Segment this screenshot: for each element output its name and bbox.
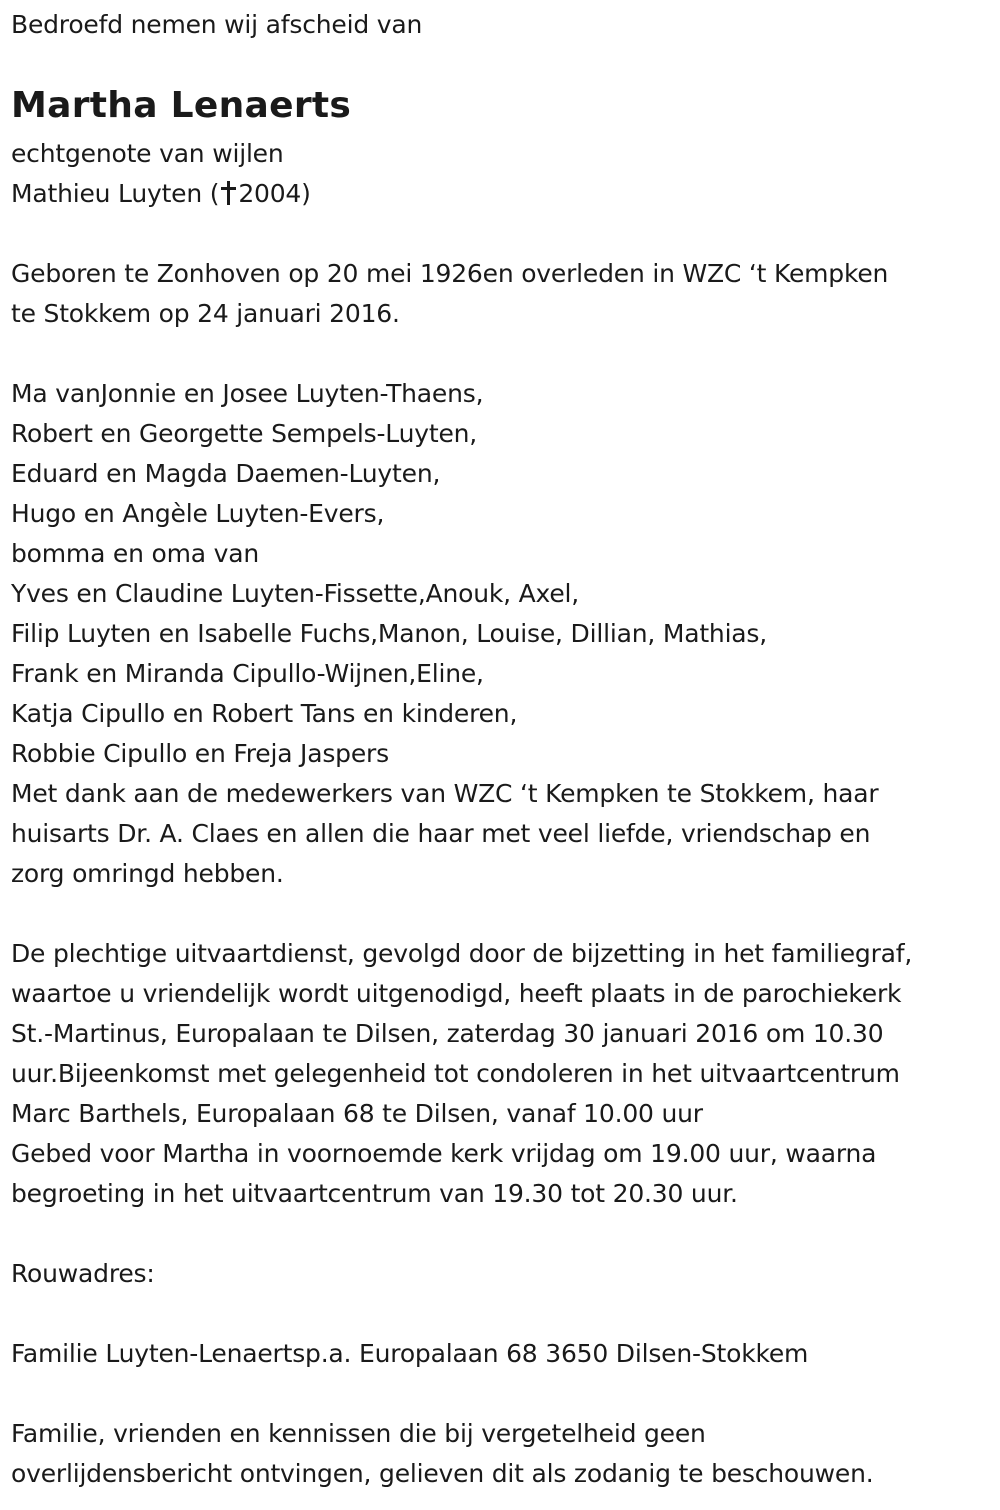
intro-text: Bedroefd nemen wij afscheid van bbox=[11, 10, 423, 39]
service-line: waartoe u vriendelijk wordt uitgenodigd, heeft plaats in de parochiekerk bbox=[11, 979, 902, 1008]
cross-icon bbox=[221, 181, 235, 205]
service-line: begroeting in het uitvaartcentrum van 19.30 tot 20.30 uur. bbox=[11, 1179, 738, 1208]
spouse-relation: echtgenote van wijlen bbox=[11, 139, 284, 168]
thanks-line: zorg omringd hebben. bbox=[11, 859, 284, 888]
family-line: Yves en Claudine Luyten-Fissette,Anouk, Axel, bbox=[11, 579, 580, 608]
notice-line: Familie, vrienden en kennissen die bij vergetelheid geen bbox=[11, 1419, 706, 1448]
address-label: Rouwadres: bbox=[11, 1259, 155, 1288]
thanks-line: huisarts Dr. A. Claes en allen die haar met veel liefde, vriendschap en bbox=[11, 819, 871, 848]
service-line: De plechtige uitvaartdienst, gevolgd door de bijzetting in het familiegraf, bbox=[11, 939, 913, 968]
service-line: Marc Barthels, Europalaan 68 te Dilsen, vanaf 10.00 uur bbox=[11, 1099, 703, 1128]
family-line: bomma en oma van bbox=[11, 539, 259, 568]
family-line: Frank en Miranda Cipullo-Wijnen,Eline, bbox=[11, 659, 484, 688]
birth-death-line: te Stokkem op 24 januari 2016. bbox=[11, 299, 400, 328]
family-line: Ma vanJonnie en Josee Luyten-Thaens, bbox=[11, 379, 484, 408]
deceased-name: Martha Lenaerts bbox=[11, 85, 352, 126]
family-line: Robbie Cipullo en Freja Jaspers bbox=[11, 739, 389, 768]
notice-line: overlijdensbericht ontvingen, gelieven dit als zodanig te beschouwen. bbox=[11, 1459, 874, 1488]
service-line: Gebed voor Martha in voornoemde kerk vrijdag om 19.00 uur, waarna bbox=[11, 1139, 877, 1168]
spouse-death-year: 2004) bbox=[238, 179, 311, 208]
service-line: St.-Martinus, Europalaan te Dilsen, zaterdag 30 januari 2016 om 10.30 bbox=[11, 1019, 884, 1048]
family-line: Eduard en Magda Daemen-Luyten, bbox=[11, 459, 441, 488]
family-line: Filip Luyten en Isabelle Fuchs,Manon, Louise, Dillian, Mathias, bbox=[11, 619, 768, 648]
family-section bbox=[11, 374, 878, 894]
address-label-section bbox=[11, 1254, 155, 1294]
address-line: Familie Luyten-Lenaertsp.a. Europalaan 68 3650 Dilsen-Stokkem bbox=[11, 1339, 809, 1368]
address-section bbox=[11, 1334, 808, 1374]
family-line: Katja Cipullo en Robert Tans en kinderen, bbox=[11, 699, 518, 728]
spouse-line bbox=[11, 174, 311, 214]
family-line: Robert en Georgette Sempels-Luyten, bbox=[11, 419, 478, 448]
thanks-line: Met dank aan de medewerkers van WZC ‘t Kempken te Stokkem, haar bbox=[11, 779, 879, 808]
family-line: Hugo en Angèle Luyten-Evers, bbox=[11, 499, 385, 528]
birth-death-line: Geboren te Zonhoven op 20 mei 1926en overleden in WZC ‘t Kempken bbox=[11, 259, 889, 288]
notice-section bbox=[11, 1414, 874, 1494]
spouse-name: Mathieu Luyten ( bbox=[11, 179, 220, 208]
birth-death-section bbox=[11, 254, 888, 334]
service-section bbox=[11, 934, 912, 1214]
service-line: uur.Bijeenkomst met gelegenheid tot condoleren in het uitvaartcentrum bbox=[11, 1059, 900, 1088]
spouse-section bbox=[11, 134, 311, 214]
